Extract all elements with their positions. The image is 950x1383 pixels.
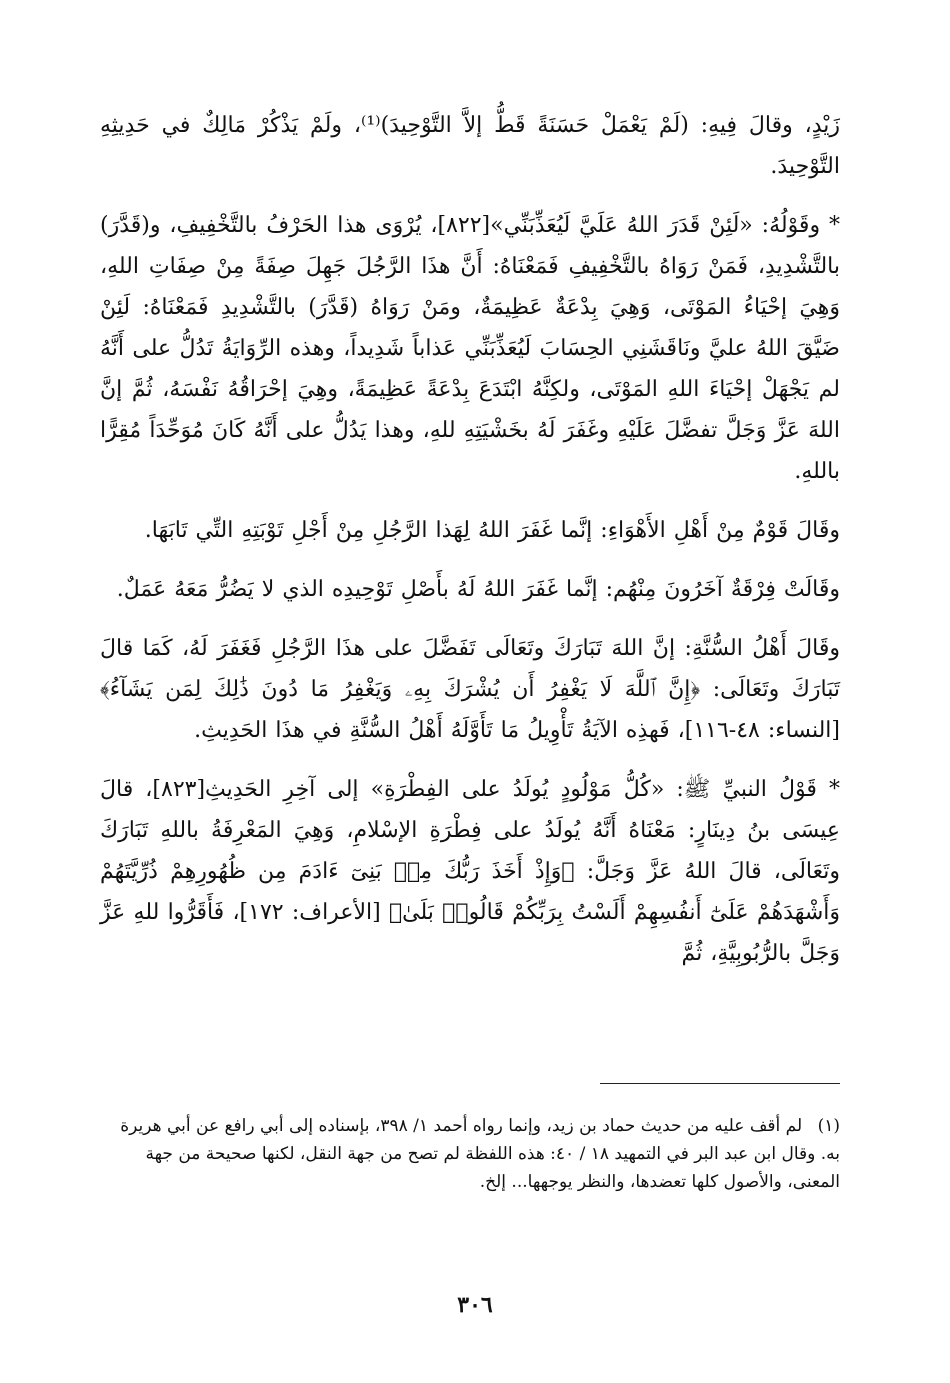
paragraph-3: وقَالَ قَوْمٌ مِنْ أَهْلِ الأَهْوَاءِ: إنَّما غَفَرَ اللهُ لِهَذا الرَّجُلِ مِنْ أَجْلِ تَوْبَتِهِ التِّي تَابَهَا. bbox=[144, 518, 840, 543]
paragraph-1: زَيْدٍ، وقالَ فِيهِ: (لَمْ يَعْمَلْ حَسَنَةً قَطُّ إلاَّ التَّوْحِيدَ)⁽¹⁾، ولَمْ يَذْكُرْ مَالِكٌ في حَدِيثِهِ التَّوْحِيدَ. bbox=[100, 113, 840, 179]
footnote-number: (١) bbox=[817, 1116, 840, 1136]
page-number: ٣٠٦ bbox=[457, 1292, 493, 1318]
footnote-divider bbox=[600, 1083, 840, 1084]
paragraph-2: * وقَوْلُهُ: «لَئِنْ قَدَرَ اللهُ عَلَيَّ لَيُعَذِّبَنِّي»[٨٢٢]، يُرْوَى هذا الحَرْفُ بالتَّخْفِيفِ، و(قَدَّرَ) بالتَّشْدِيدِ، فَمَنْ رَوَاهُ بالتَّخْفِيفِ فَمَعْنَاهُ: أَنَّ هذَا الرَّجُلَ جَهِلَ صِفَةً مِنْ صِفَاتِ اللهِ، وَهِيَ إحْيَاءُ المَوْتَى، وَهِيَ بِدْعَةٌ عَظِيمَةٌ، ومَنْ رَوَاهُ (قَدَّرَ) بالتَّشْدِيدِ فَمَعْنَاهُ: لَئِنْ ضَيَّقَ اللهُ عليَّ ونَاقَشَنِي الحِسَابَ لَيُعَذِّبَنِّي عَذاباً شَدِيداً، وهذه الرِّوَايَةُ تَدُلُّ على أَنَّهُ لم يَجْهَلْ إحْيَاءَ اللهِ المَوْتَى، ولكِنَّهُ ابْتَدَعَ بِدْعَةً عَظِيمَةً، وهِيَ إحْرَاقُهُ نَفْسَهُ، ثُمَّ إنَّ اللهَ عَزَّ وَجَلَّ تفضَّلَ عَلَيْهِ وغَفَرَ لَهُ بخَشْيَتِهِ للهِ، وهذا يَدُلُّ على أَنَّهُ كَانَ مُوَحِّدَاً مُقِرًّا باللهِ. bbox=[100, 213, 840, 484]
page-body bbox=[100, 105, 840, 992]
paragraph-4: وقَالَتْ فِرْقَةٌ آخَرُونَ مِنْهُم: إنَّما غَفَرَ اللهُ لَهُ بأَصْلِ تَوْحِيدِه الذي لا يَضُرُّ مَعَهُ عَمَلٌ. bbox=[116, 577, 840, 602]
footnote bbox=[100, 1112, 840, 1196]
paragraph-5: وقَالَ أَهْلُ السُّنَّةِ: إنَّ اللهَ تَبَارَكَ وتَعَالَى تَفَضَّلَ على هذَا الرَّجُلِ فَغَفَرَ لَهُ، كَمَا قالَ تَبَارَكَ وتَعَالَى: ﴿إِنَّ ٱللَّهَ لَا يَغْفِرُ أَن يُشْرَكَ بِهِۦ وَيَغْفِرُ مَا دُونَ ذَٰلِكَ لِمَن يَشَآءُ﴾ [النساء: ٤٨-١١٦]، فَهذِه الآيَةُ تَأْوِيلُ مَا تَأَوَّلَهُ أَهْلُ السُّنَّةِ في هذَا الحَدِيثِ. bbox=[100, 636, 840, 743]
paragraph-6: * قَوْلُ النبيِّ ﷺ: «كُلُّ مَوْلُودٍ يُولَدُ على الفِطْرَةِ» إلى آخِرِ الحَدِيثِ[٨٢٣]، قالَ عِيسَى بنُ دِينَارٍ: مَعْنَاهُ أَنَّهُ يُولَدُ على فِطْرَةِ الإسْلامِ، وَهِيَ المَعْرِفَةُ باللهِ تَبَارَكَ وتَعَالَى، قالَ اللهُ عَزَّ وَجَلَّ: ﴿وَإِذْ أَخَذَ رَبُّكَ مِنۢ بَنِىٓ ءَادَمَ مِن ظُهُورِهِمْ ذُرِّيَّتَهُمْ وَأَشْهَدَهُمْ عَلَىٰٓ أَنفُسِهِمْ أَلَسْتُ بِرَبِّكُمْ قَالُوا۟ بَلَىٰ﴾ [الأعراف: ١٧٢]، فَأَقَرُّوا للهِ عَزَّ وَجَلَّ بالرُّبُوبِيَّةِ، ثُمَّ bbox=[100, 777, 841, 966]
footnote-text: لم أقف عليه من حديث حماد بن زيد، وإنما رواه أحمد ١/ ٣٩٨، بإسناده إلى أبي رافع عن أبي هريرة به. وقال ابن عبد البر في التمهيد ١٨ / ٤٠: هذه اللفظة لم تصح من جهة النقل، لكنها صحيحة من جهة المعنى، والأصول كلها تعضدها، والنظر يوجهها... إلخ. bbox=[120, 1116, 840, 1192]
